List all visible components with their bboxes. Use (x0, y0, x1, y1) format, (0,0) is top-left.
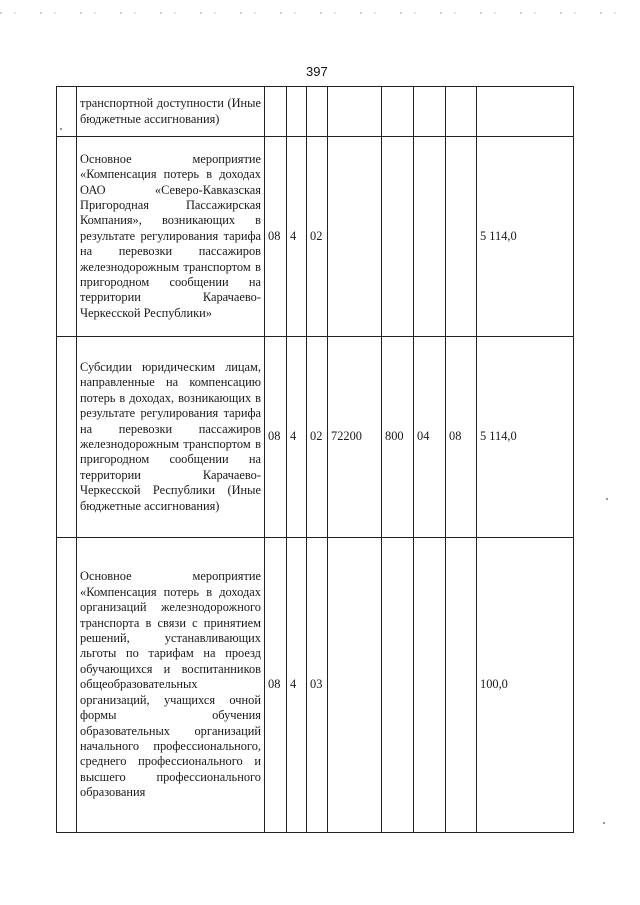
code-subsection: 4 (287, 538, 307, 833)
scan-speck (603, 822, 605, 824)
table-row (57, 337, 574, 538)
amount-cell: 100,0 (477, 538, 574, 833)
row-name: Основное мероприятие «Компенсация потерь в доходах организаций железнодорожного транспорта в связи с принятием решений, устанавливающих льготы по тарифам на проезд обучающихся и воспитанников общеобразовательных организаций, учащихся очной формы обучения образовательных организаций начального профессионального, среднего профессионального и высшего профессионального образования (77, 538, 265, 833)
amount-cell: 5 114,0 (477, 337, 574, 538)
code-subsection: 4 (287, 137, 307, 337)
index-cell (57, 337, 77, 538)
amount-cell: 5 114,0 (477, 137, 574, 337)
code-expense-type (382, 87, 414, 137)
row-name: Субсидии юридическим лицам, направленные на компенсацию потерь в доходах, возникающих в результате регулирования тарифа на перевозки пассажиров железнодорожным транспортом в пригородном сообщении на территории Карачаево-Черкесской Республики (Иные бюджетные ассигнования) (77, 337, 265, 538)
table-row (57, 538, 574, 833)
code-program: 02 (307, 337, 328, 538)
code-program: 02 (307, 137, 328, 337)
index-cell (57, 538, 77, 833)
code-target (328, 87, 382, 137)
code-target (328, 137, 382, 337)
code-subsection-2 (446, 87, 477, 137)
code-section-2: 04 (414, 337, 446, 538)
row-name: транспортной доступности (Иные бюджетные ассигнования) (77, 87, 265, 137)
code-subsection: 4 (287, 337, 307, 538)
code-section: 08 (265, 337, 287, 538)
table-row (57, 137, 574, 337)
scan-speck (60, 128, 62, 130)
code-section: 08 (265, 538, 287, 833)
code-expense-type (382, 137, 414, 337)
code-section (265, 87, 287, 137)
code-target (328, 538, 382, 833)
code-expense-type (382, 538, 414, 833)
code-section-2 (414, 538, 446, 833)
index-cell (57, 137, 77, 337)
code-subsection-2 (446, 538, 477, 833)
code-target: 72200 (328, 337, 382, 538)
table-row (57, 87, 574, 137)
amount-cell (477, 87, 574, 137)
code-section: 08 (265, 137, 287, 337)
scan-edge-artifact (0, 12, 640, 14)
code-subsection-2 (446, 137, 477, 337)
row-name: Основное мероприятие «Компенсация потерь в доходах ОАО «Северо-Кавказская Пригородная Пассажирская Компания», возникающих в результате регулирования тарифа на перевозки пассажиров железнодорожным транспортом в пригородном сообщении на территории Карачаево-Черкесской Республики» (77, 137, 265, 337)
budget-table (56, 86, 574, 833)
code-expense-type: 800 (382, 337, 414, 538)
code-program (307, 87, 328, 137)
code-section-2 (414, 137, 446, 337)
code-program: 03 (307, 538, 328, 833)
code-subsection-2: 08 (446, 337, 477, 538)
page-number: 397 (306, 64, 328, 79)
scan-speck (606, 498, 608, 500)
code-section-2 (414, 87, 446, 137)
code-subsection (287, 87, 307, 137)
